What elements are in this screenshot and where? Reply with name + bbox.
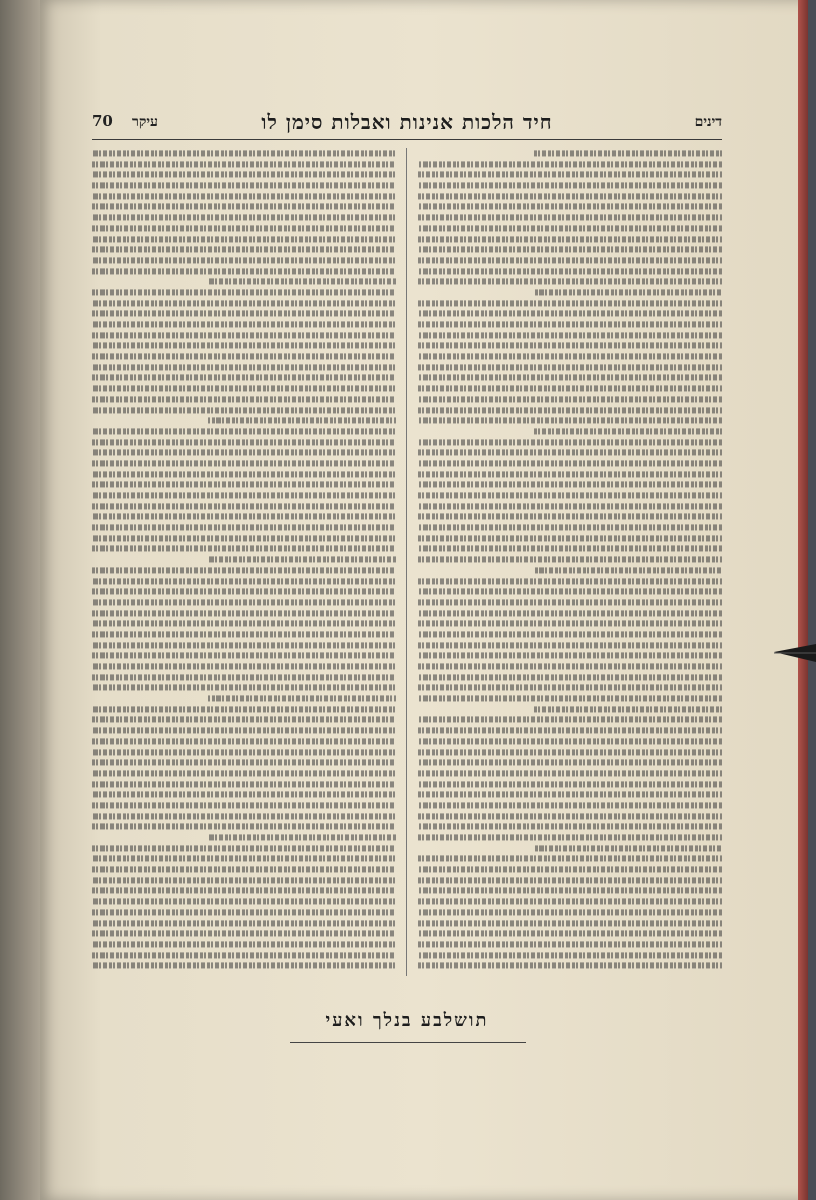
text-line bbox=[418, 375, 722, 381]
text-line bbox=[418, 343, 722, 349]
text-line bbox=[92, 578, 396, 584]
text-line bbox=[418, 321, 722, 327]
text-line bbox=[418, 931, 722, 937]
text-line bbox=[418, 685, 722, 691]
text-line bbox=[92, 311, 396, 317]
text-line bbox=[92, 172, 396, 178]
text-line bbox=[418, 642, 722, 648]
text-line bbox=[418, 866, 722, 872]
text-line bbox=[418, 941, 722, 947]
text-line bbox=[208, 557, 396, 563]
text-line bbox=[92, 909, 396, 915]
text-line bbox=[92, 343, 396, 349]
page-number: 70 bbox=[92, 112, 113, 130]
footer-colophon: תושלבע בנלך ואעי bbox=[325, 1010, 489, 1031]
text-line bbox=[208, 279, 396, 285]
text-line bbox=[92, 877, 396, 883]
text-line bbox=[92, 407, 396, 413]
header-tag-left: עיקר bbox=[132, 114, 158, 130]
text-line bbox=[92, 150, 396, 156]
text-line bbox=[418, 524, 722, 530]
text-line bbox=[92, 717, 396, 723]
text-line bbox=[534, 150, 722, 156]
text-line bbox=[92, 920, 396, 926]
text-line bbox=[418, 674, 722, 680]
text-line bbox=[92, 888, 396, 894]
text-line bbox=[92, 589, 396, 595]
text-line bbox=[418, 738, 722, 744]
text-line bbox=[92, 247, 396, 253]
page-edge bbox=[798, 0, 808, 1200]
text-line bbox=[418, 193, 722, 199]
text-line bbox=[92, 204, 396, 210]
text-line bbox=[92, 524, 396, 530]
text-line bbox=[418, 663, 722, 669]
text-line bbox=[418, 578, 722, 584]
text-line bbox=[92, 963, 396, 969]
text-columns bbox=[92, 148, 722, 976]
text-line bbox=[418, 535, 722, 541]
text-line bbox=[92, 802, 396, 808]
text-line bbox=[208, 695, 396, 701]
text-line bbox=[418, 268, 722, 274]
text-line bbox=[92, 770, 396, 776]
running-header bbox=[92, 110, 722, 138]
text-line bbox=[418, 557, 722, 563]
text-line bbox=[418, 364, 722, 370]
text-line bbox=[92, 674, 396, 680]
text-line bbox=[418, 172, 722, 178]
text-line bbox=[418, 279, 722, 285]
text-line bbox=[92, 738, 396, 744]
column-divider bbox=[406, 148, 407, 976]
text-line bbox=[208, 418, 396, 424]
text-line bbox=[418, 257, 722, 263]
text-line bbox=[92, 492, 396, 498]
text-line bbox=[92, 225, 396, 231]
header-rule bbox=[92, 139, 722, 140]
text-line bbox=[92, 824, 396, 830]
text-line bbox=[418, 450, 722, 456]
text-line bbox=[92, 866, 396, 872]
text-line bbox=[92, 931, 396, 937]
text-line bbox=[418, 460, 722, 466]
text-line bbox=[92, 353, 396, 359]
page-title: חיד הלכות אנינות ואבלות סימן לו bbox=[261, 110, 553, 134]
text-line bbox=[92, 760, 396, 766]
text-line bbox=[418, 877, 722, 883]
text-line bbox=[208, 834, 396, 840]
text-line bbox=[92, 482, 396, 488]
text-line bbox=[418, 225, 722, 231]
text-line bbox=[418, 653, 722, 659]
text-line bbox=[418, 802, 722, 808]
text-line bbox=[92, 792, 396, 798]
text-line bbox=[418, 407, 722, 413]
text-line bbox=[92, 663, 396, 669]
text-line bbox=[92, 364, 396, 370]
text-line bbox=[418, 920, 722, 926]
text-line bbox=[92, 375, 396, 381]
text-line bbox=[418, 353, 722, 359]
text-line bbox=[92, 460, 396, 466]
text-line bbox=[418, 204, 722, 210]
text-line bbox=[92, 535, 396, 541]
text-line bbox=[92, 749, 396, 755]
text-line bbox=[92, 599, 396, 605]
text-line bbox=[92, 546, 396, 552]
footer-rule bbox=[290, 1042, 526, 1043]
text-line bbox=[92, 193, 396, 199]
text-line bbox=[418, 589, 722, 595]
text-line bbox=[92, 182, 396, 188]
text-line bbox=[92, 396, 396, 402]
text-line bbox=[418, 514, 722, 520]
text-line bbox=[418, 386, 722, 392]
text-line bbox=[418, 631, 722, 637]
text-line bbox=[534, 428, 722, 434]
text-line bbox=[92, 268, 396, 274]
text-line bbox=[418, 717, 722, 723]
text-line bbox=[418, 899, 722, 905]
text-line bbox=[92, 289, 396, 295]
text-line bbox=[418, 161, 722, 167]
text-line bbox=[92, 161, 396, 167]
text-line bbox=[92, 685, 396, 691]
text-line bbox=[418, 749, 722, 755]
text-line bbox=[92, 610, 396, 616]
text-line bbox=[92, 813, 396, 819]
text-line bbox=[418, 546, 722, 552]
text-line bbox=[92, 631, 396, 637]
text-line bbox=[418, 503, 722, 509]
text-line bbox=[418, 418, 722, 424]
text-line bbox=[92, 856, 396, 862]
text-line bbox=[418, 311, 722, 317]
text-line bbox=[92, 728, 396, 734]
text-line bbox=[92, 215, 396, 221]
text-line bbox=[92, 386, 396, 392]
text-line bbox=[418, 963, 722, 969]
text-line bbox=[418, 610, 722, 616]
text-line bbox=[92, 471, 396, 477]
text-line bbox=[418, 439, 722, 445]
text-line bbox=[418, 621, 722, 627]
text-column-left bbox=[92, 148, 396, 976]
text-line bbox=[418, 824, 722, 830]
bookmark-clip-icon bbox=[774, 640, 816, 666]
text-line bbox=[92, 439, 396, 445]
text-line bbox=[418, 492, 722, 498]
text-line bbox=[92, 450, 396, 456]
text-line bbox=[418, 300, 722, 306]
text-line bbox=[92, 567, 396, 573]
text-line bbox=[92, 941, 396, 947]
text-line bbox=[534, 289, 722, 295]
text-line bbox=[418, 332, 722, 338]
text-line bbox=[418, 792, 722, 798]
text-line bbox=[92, 952, 396, 958]
text-line bbox=[418, 834, 722, 840]
text-line bbox=[418, 471, 722, 477]
text-line bbox=[418, 695, 722, 701]
text-line bbox=[534, 845, 722, 851]
text-line bbox=[418, 599, 722, 605]
text-line bbox=[92, 236, 396, 242]
text-line bbox=[92, 781, 396, 787]
text-line bbox=[418, 182, 722, 188]
text-line bbox=[418, 482, 722, 488]
text-line bbox=[92, 653, 396, 659]
text-line bbox=[92, 321, 396, 327]
text-line bbox=[418, 770, 722, 776]
text-line bbox=[92, 503, 396, 509]
text-line bbox=[92, 514, 396, 520]
header-tag-right: דינים bbox=[694, 114, 722, 130]
text-line bbox=[418, 215, 722, 221]
text-line bbox=[92, 899, 396, 905]
text-line bbox=[418, 247, 722, 253]
text-column-right bbox=[418, 148, 722, 976]
text-line bbox=[92, 428, 396, 434]
text-line bbox=[92, 706, 396, 712]
text-line bbox=[418, 760, 722, 766]
text-line bbox=[92, 621, 396, 627]
text-line bbox=[534, 706, 722, 712]
text-line bbox=[92, 845, 396, 851]
text-line bbox=[92, 300, 396, 306]
text-line bbox=[92, 642, 396, 648]
text-line bbox=[418, 909, 722, 915]
text-line bbox=[418, 396, 722, 402]
text-line bbox=[534, 567, 722, 573]
text-line bbox=[92, 257, 396, 263]
text-line bbox=[418, 728, 722, 734]
text-line bbox=[92, 332, 396, 338]
text-line bbox=[418, 856, 722, 862]
text-line bbox=[418, 952, 722, 958]
text-line bbox=[418, 888, 722, 894]
text-line bbox=[418, 813, 722, 819]
text-line bbox=[418, 236, 722, 242]
text-line bbox=[418, 781, 722, 787]
